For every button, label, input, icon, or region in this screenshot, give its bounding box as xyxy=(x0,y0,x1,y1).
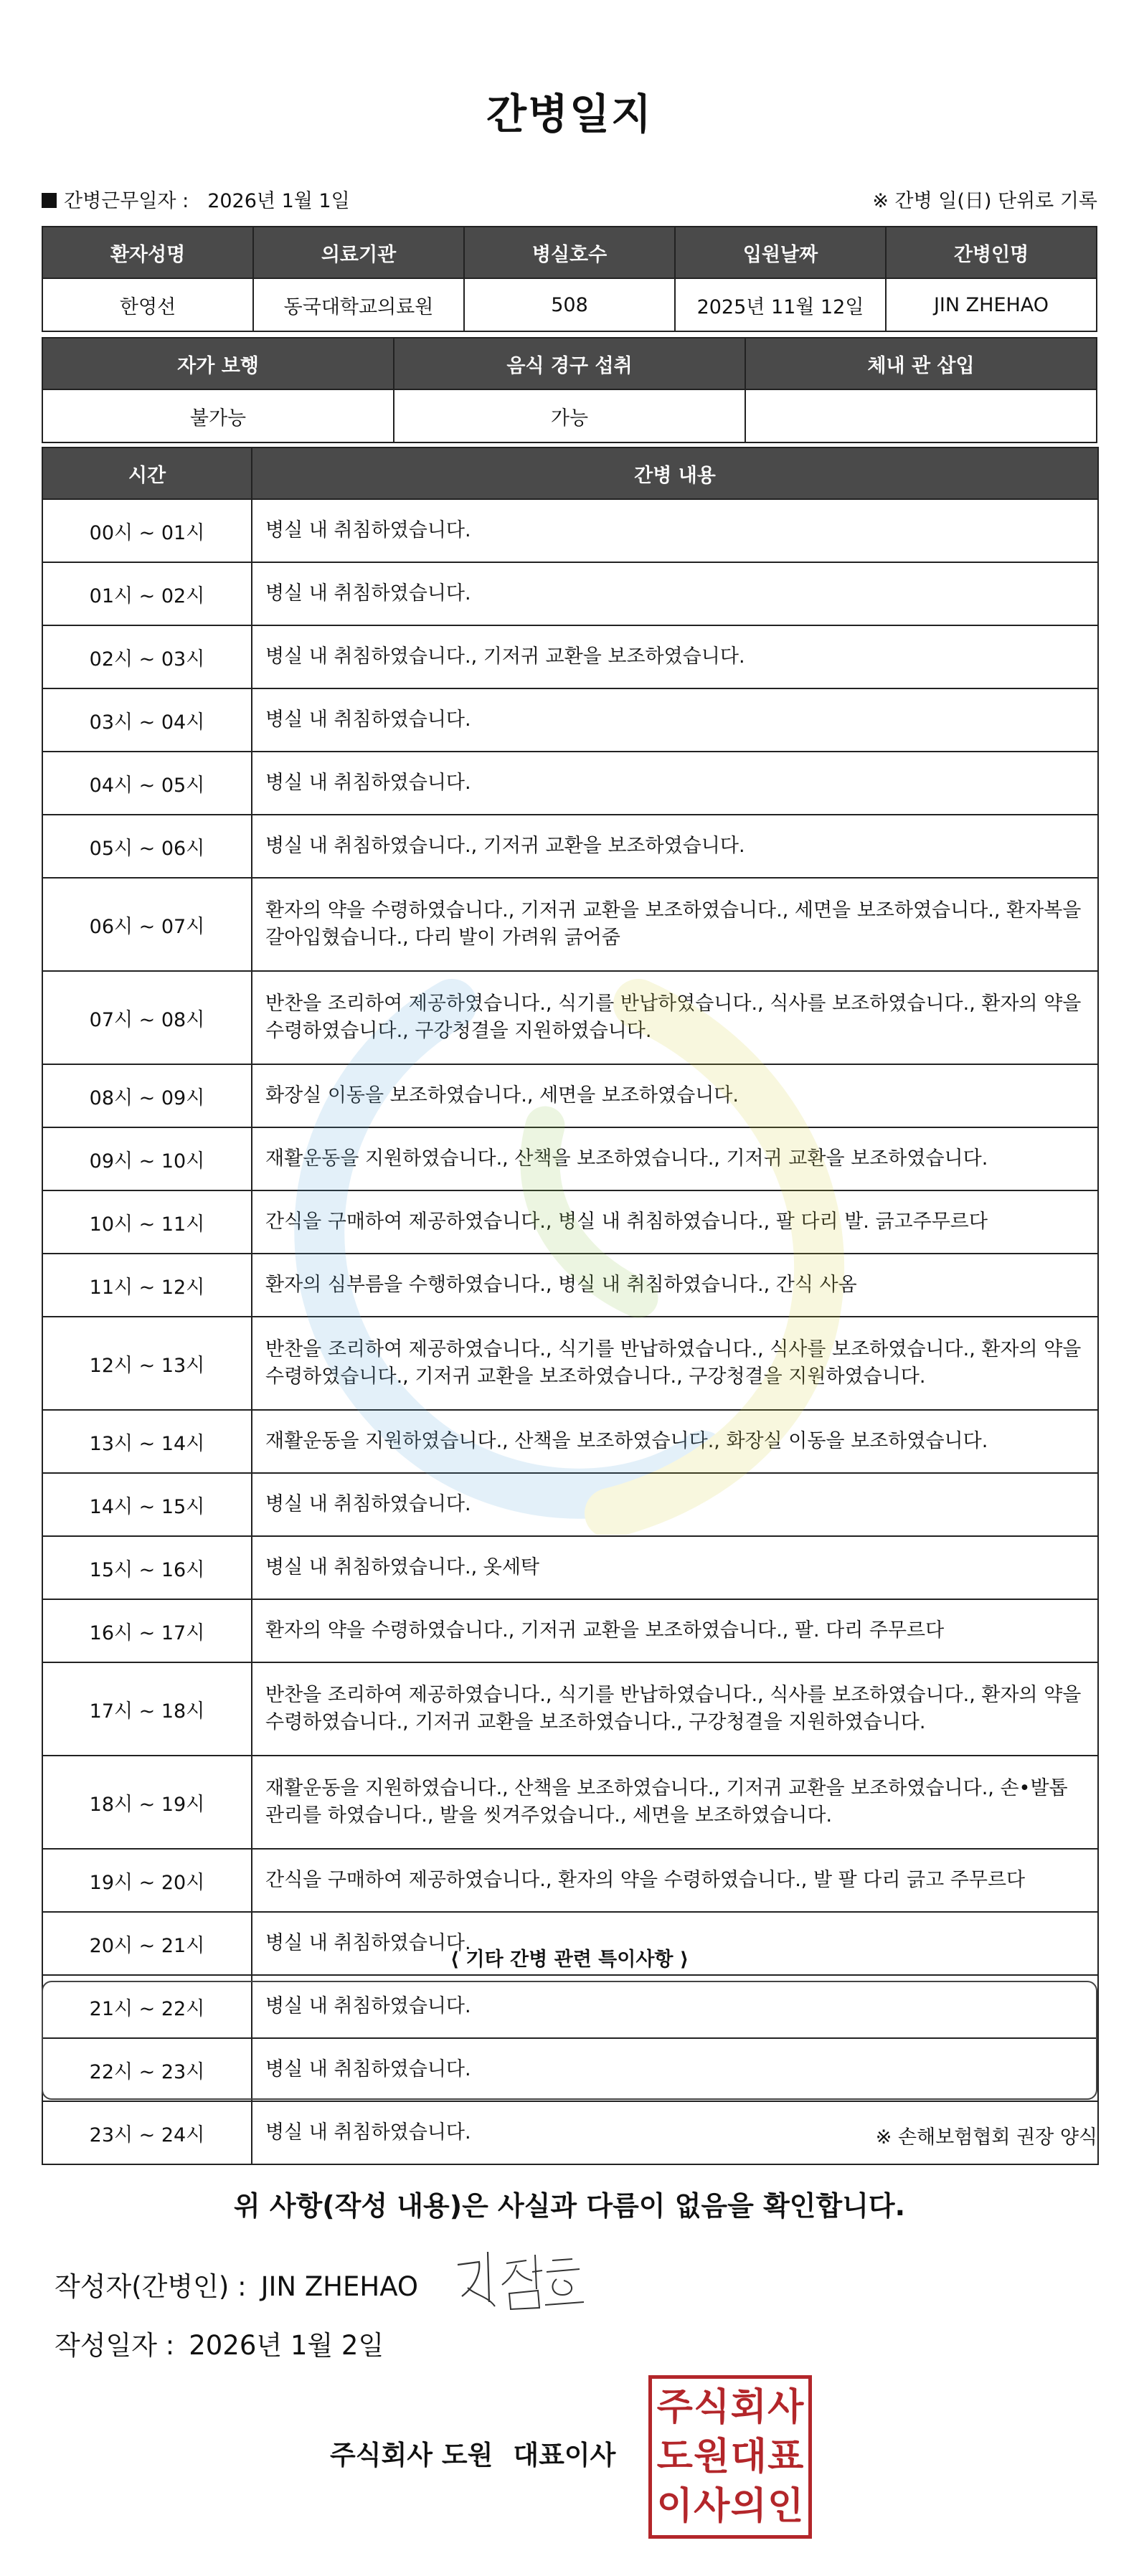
log-content: 화장실 이동을 보조하였습니다., 세면을 보조하였습니다. xyxy=(252,1064,1098,1127)
log-time: 21시 ~ 22시 xyxy=(42,1975,252,2038)
log-content: 재활운동을 지원하였습니다., 산책을 보조하였습니다., 화장실 이동을 보조하였습니다. xyxy=(252,1410,1098,1473)
confirmation-statement: 위 사항(작성 내용)은 사실과 다름이 없음을 확인합니다. xyxy=(233,2190,906,2222)
log-content: 환자의 약을 수령하였습니다., 기저귀 교환을 보조하였습니다., 세면을 보조하였습니다., 환자복을 갈아입혔습니다., 다리 발이 가려워 긁어줌 xyxy=(252,878,1098,971)
log-time: 06시 ~ 07시 xyxy=(42,878,252,971)
work-date: 간병근무일자 : 2026년 1월 1일 xyxy=(42,185,350,213)
log-content: 병실 내 취침하였습니다. xyxy=(252,688,1098,752)
log-time: 20시 ~ 21시 xyxy=(42,1912,252,1975)
log-content: 병실 내 취침하였습니다. xyxy=(252,752,1098,815)
room-number: 508 xyxy=(464,278,675,331)
log-content: 병실 내 취침하였습니다., 기저귀 교환을 보조하였습니다. xyxy=(252,625,1098,688)
table-row xyxy=(42,562,1098,625)
seal-character: 식 xyxy=(694,2386,730,2430)
table-row xyxy=(42,815,1098,878)
header-care-content: 간병 내용 xyxy=(252,448,1098,499)
handwritten-signature xyxy=(452,2243,588,2315)
log-content: 재활운동을 지원하였습니다., 산책을 보조하였습니다., 기저귀 교환을 보조하였습니다., 손•발톱 관리를 하였습니다., 발을 씻겨주었습니다., 세면을 보조하였습니다. xyxy=(252,1756,1098,1849)
notes-title: ⟨ 기타 간병 관련 특이사항 ⟩ xyxy=(450,1948,689,1971)
header-caregiver: 간병인명 xyxy=(886,227,1097,278)
company-seal xyxy=(648,2375,812,2539)
seal-character: 이 xyxy=(656,2484,693,2528)
log-time: 12시 ~ 13시 xyxy=(42,1317,252,1410)
log-content: 반찬을 조리하여 제공하였습니다., 식기를 반납하였습니다., 식사를 보조하였습니다., 환자의 약을 수령하였습니다., 기저귀 교환을 보조하였습니다., 구강청결을 지원하였습니다. xyxy=(252,1662,1098,1756)
log-content: 병실 내 취침하였습니다. xyxy=(252,2038,1098,2101)
work-date-label: 간병근무일자 xyxy=(64,190,176,212)
log-time: 03시 ~ 04시 xyxy=(42,688,252,752)
patient-name: 한영선 xyxy=(42,278,253,331)
table-row xyxy=(42,1849,1098,1912)
header-tube-insertion: 체내 관 삽입 xyxy=(745,338,1097,389)
log-time: 22시 ~ 23시 xyxy=(42,2038,252,2101)
log-time: 15시 ~ 16시 xyxy=(42,1536,252,1599)
table-row xyxy=(42,1190,1098,1254)
header-room: 병실호수 xyxy=(464,227,675,278)
table-row xyxy=(42,971,1098,1064)
log-content: 병실 내 취침하였습니다. xyxy=(252,1473,1098,1536)
log-content: 반찬을 조리하여 제공하였습니다., 식기를 반납하였습니다., 식사를 보조하였습니다., 환자의 약을 수령하였습니다., 구강청결을 지원하였습니다. xyxy=(252,971,1098,1064)
log-content: 반찬을 조리하여 제공하였습니다., 식기를 반납하였습니다., 식사를 보조하였습니다., 환자의 약을 수령하였습니다., 기저귀 교환을 보조하였습니다., 구강청결을 지원하였습니다. xyxy=(252,1317,1098,1410)
header-time: 시간 xyxy=(42,448,252,499)
seal-character: 사 xyxy=(694,2484,730,2528)
log-time: 18시 ~ 19시 xyxy=(42,1756,252,1849)
written-date-value: 2026년 1월 2일 xyxy=(189,2330,384,2361)
log-time: 23시 ~ 24시 xyxy=(42,2101,252,2164)
log-content: 병실 내 취침하였습니다., 옷세탁 xyxy=(252,1536,1098,1599)
log-time: 13시 ~ 14시 xyxy=(42,1410,252,1473)
work-date-value: 2026년 1월 1일 xyxy=(207,190,350,212)
hospital: 동국대학교의료원 xyxy=(253,278,464,331)
table-row xyxy=(42,1599,1098,1662)
table-row xyxy=(42,625,1098,688)
care-log-table xyxy=(42,447,1099,2165)
page-title: 간병일지 xyxy=(486,90,653,138)
table-row xyxy=(42,688,1098,752)
table-row xyxy=(42,1127,1098,1190)
table-row xyxy=(42,1473,1098,1536)
log-time: 07시 ~ 08시 xyxy=(42,971,252,1064)
log-time: 14시 ~ 15시 xyxy=(42,1473,252,1536)
patient-info-table xyxy=(42,226,1097,332)
table-row xyxy=(42,1317,1098,1410)
table-row xyxy=(42,752,1098,815)
header-patient-name: 환자성명 xyxy=(42,227,253,278)
log-content: 환자의 심부름을 수행하였습니다., 병실 내 취침하였습니다., 간식 사옴 xyxy=(252,1254,1098,1317)
log-time: 11시 ~ 12시 xyxy=(42,1254,252,1317)
header-self-walking: 자가 보행 xyxy=(42,338,394,389)
log-time: 19시 ~ 20시 xyxy=(42,1849,252,1912)
writer-name: JIN ZHEHAO xyxy=(260,2271,418,2302)
notes-box xyxy=(42,1981,1097,2100)
header-hospital: 의료기관 xyxy=(253,227,464,278)
seal-character: 사 xyxy=(767,2386,804,2430)
tube-insertion xyxy=(745,389,1097,442)
seal-character: 대 xyxy=(730,2435,767,2478)
writer-line xyxy=(55,2265,418,2303)
admission-date: 2025년 11월 12일 xyxy=(675,278,886,331)
table-row xyxy=(42,499,1098,562)
seal-character: 의 xyxy=(730,2484,767,2528)
company-title: 대표이사 xyxy=(513,2440,616,2471)
form-footnote: ※ 손해보험협회 권장 양식 xyxy=(875,2126,1097,2149)
company-line xyxy=(330,2433,615,2472)
log-content: 재활운동을 지원하였습니다., 산책을 보조하였습니다., 기저귀 교환을 보조하였습니다. xyxy=(252,1127,1098,1190)
unit-note: ※ 간병 일(日) 단위로 기록 xyxy=(872,190,1097,212)
table-row xyxy=(42,1662,1098,1756)
log-time: 17시 ~ 18시 xyxy=(42,1662,252,1756)
log-content: 병실 내 취침하였습니다. xyxy=(252,1975,1098,2038)
seal-character: 원 xyxy=(694,2435,730,2478)
log-time: 01시 ~ 02시 xyxy=(42,562,252,625)
log-time: 10시 ~ 11시 xyxy=(42,1190,252,1254)
log-time: 08시 ~ 09시 xyxy=(42,1064,252,1127)
log-time: 00시 ~ 01시 xyxy=(42,499,252,562)
company-name: 주식회사 도원 xyxy=(330,2440,493,2471)
table-row xyxy=(42,1410,1098,1473)
log-content: 환자의 약을 수령하였습니다., 기저귀 교환을 보조하였습니다., 팔. 다리 주무르다 xyxy=(252,1599,1098,1662)
caregiver-name: JIN ZHEHAO xyxy=(886,278,1097,331)
log-content: 병실 내 취침하였습니다. xyxy=(252,2101,1098,2164)
written-date-line xyxy=(55,2324,384,2362)
seal-character: 도 xyxy=(656,2435,693,2478)
writer-label: 작성자(간병인) : xyxy=(55,2271,247,2302)
log-time: 09시 ~ 10시 xyxy=(42,1127,252,1190)
header-oral-intake: 음식 경구 섭취 xyxy=(394,338,745,389)
log-time: 16시 ~ 17시 xyxy=(42,1599,252,1662)
oral-intake: 가능 xyxy=(394,389,745,442)
log-content: 병실 내 취침하였습니다. xyxy=(252,1912,1098,1975)
written-date-label: 작성일자 : xyxy=(55,2330,175,2361)
seal-character: 회 xyxy=(730,2386,767,2430)
patient-status-table xyxy=(42,337,1097,443)
log-content: 병실 내 취침하였습니다. xyxy=(252,562,1098,625)
header-admission-date: 입원날짜 xyxy=(675,227,886,278)
seal-character: 표 xyxy=(767,2435,804,2478)
table-row xyxy=(42,1756,1098,1849)
log-content: 간식을 구매하여 제공하였습니다., 환자의 약을 수령하였습니다., 발 팔 다리 긁고 주무르다 xyxy=(252,1849,1098,1912)
log-time: 04시 ~ 05시 xyxy=(42,752,252,815)
table-row xyxy=(42,1064,1098,1127)
self-walking: 불가능 xyxy=(42,389,394,442)
table-row xyxy=(42,1536,1098,1599)
log-time: 05시 ~ 06시 xyxy=(42,815,252,878)
square-bullet-icon xyxy=(42,193,57,208)
table-row xyxy=(42,1254,1098,1317)
log-content: 간식을 구매하여 제공하였습니다., 병실 내 취침하였습니다., 팔 다리 발. 긁고주무르다 xyxy=(252,1190,1098,1254)
seal-character: 인 xyxy=(767,2484,804,2528)
log-content: 병실 내 취침하였습니다. xyxy=(252,499,1098,562)
log-content: 병실 내 취침하였습니다., 기저귀 교환을 보조하였습니다. xyxy=(252,815,1098,878)
seal-character: 주 xyxy=(656,2386,693,2430)
table-row xyxy=(42,878,1098,971)
log-time: 02시 ~ 03시 xyxy=(42,625,252,688)
